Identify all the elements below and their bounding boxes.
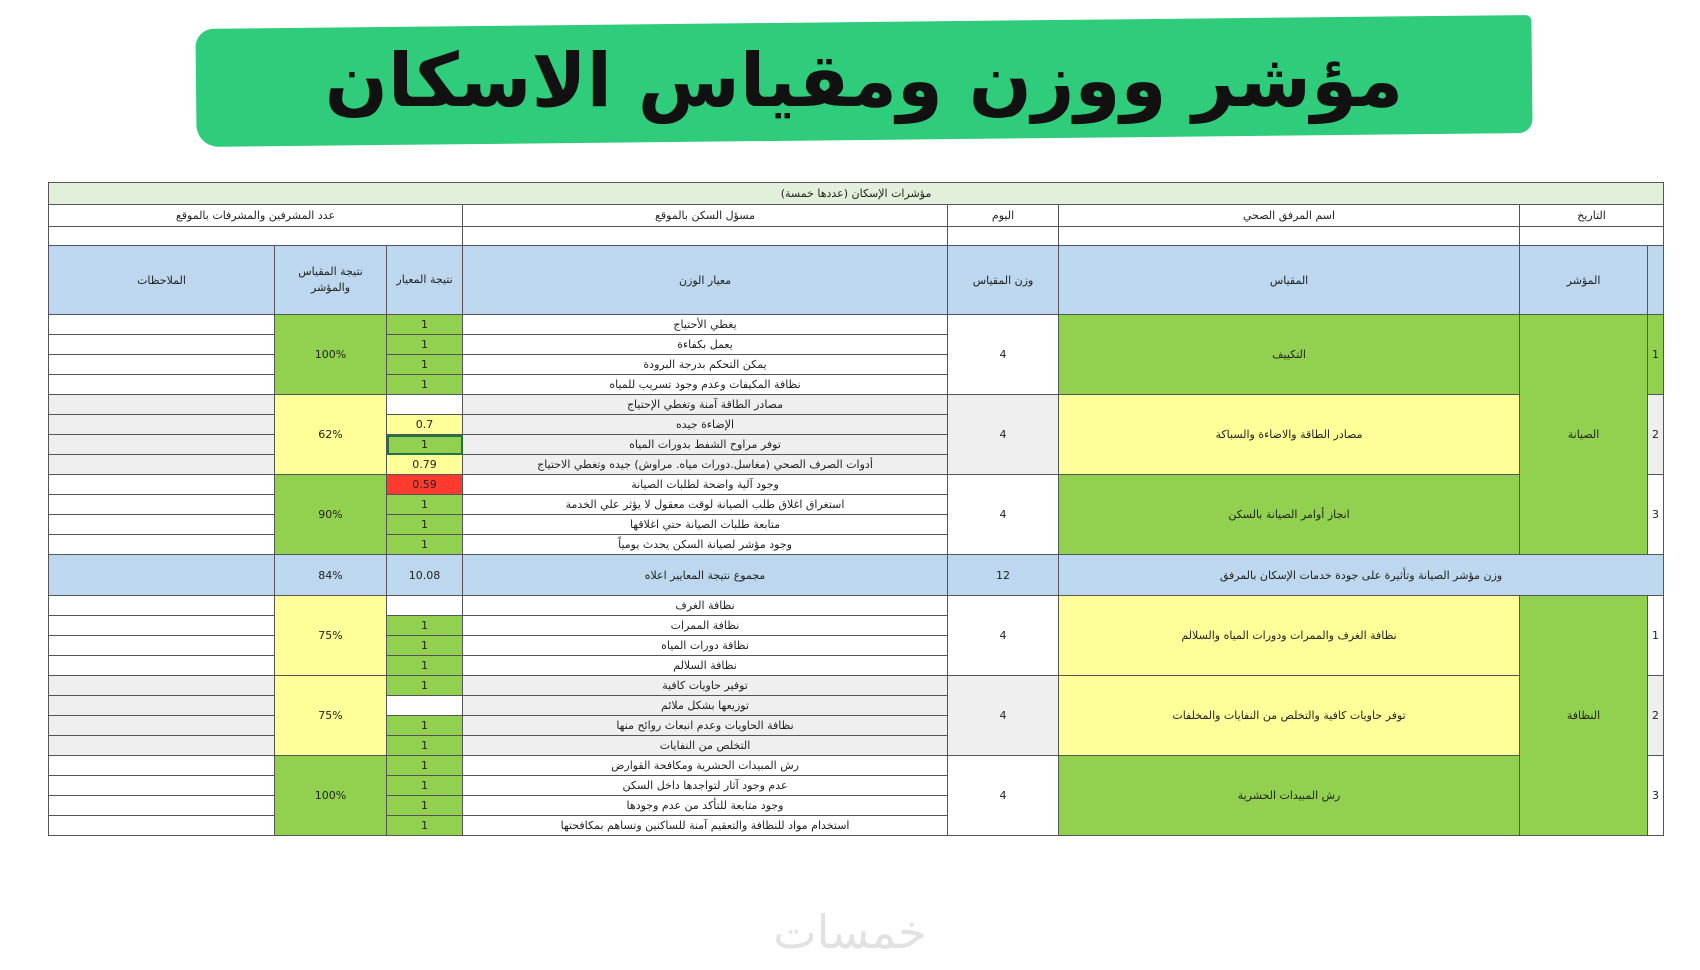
criterion-result[interactable]: 1 (387, 335, 463, 355)
measure-result: 75% (275, 596, 387, 676)
notes-cell[interactable] (49, 495, 275, 515)
housing-indicators-sheet (48, 182, 1664, 836)
criterion-result[interactable]: 1 (387, 636, 463, 656)
measure-cell: التكييف (1059, 315, 1520, 395)
measure-weight: 4 (948, 596, 1059, 676)
day-label: اليوم (948, 205, 1059, 227)
criterion-result[interactable]: 1 (387, 375, 463, 395)
notes-cell[interactable] (49, 415, 275, 435)
notes-cell[interactable] (49, 656, 275, 676)
measure-index: 3 (1648, 756, 1664, 836)
criterion-cell: استغراق اغلاق طلب الصيانة لوقت معقول لا يؤثر علي الخدمة (463, 495, 948, 515)
notes-cell[interactable] (49, 475, 275, 495)
notes-cell[interactable] (49, 716, 275, 736)
sheet-title-row (49, 183, 1664, 205)
criterion-cell: نظافة دورات المياه (463, 636, 948, 656)
header-weight-criterion: معيار الوزن (463, 246, 948, 315)
notes-cell[interactable] (49, 535, 275, 555)
criterion-cell: وجود متابعة للتأكد من عدم وجودها (463, 796, 948, 816)
date-label: التاريخ (1520, 205, 1664, 227)
header-indicator: المؤشر (1520, 246, 1648, 315)
criterion-cell: وجود آلية واضحة لطلبات الصيانة (463, 475, 948, 495)
criterion-result[interactable]: 0.59 (387, 475, 463, 495)
summary-notes-cell[interactable] (49, 555, 275, 596)
measure-cell: توفر حاويات كافية والتخلص من النفايات والمخلفات (1059, 676, 1520, 756)
criterion-result[interactable]: 1 (387, 515, 463, 535)
criterion-cell: استخدام مواد للنظافة والتعقيم آمنة للساكنين وتساهم بمكافحتها (463, 816, 948, 836)
notes-cell[interactable] (49, 455, 275, 475)
page-title: مؤشر ووزن ومقياس الاسكان (324, 38, 1404, 124)
criterion-result[interactable]: 0.7 (387, 415, 463, 435)
notes-cell[interactable] (49, 515, 275, 535)
measure-index: 2 (1648, 676, 1664, 756)
criterion-cell: متابعة طلبات الصيانة حتي اغلاقها (463, 515, 948, 535)
summary-criteria-label: مجموع نتيجة المعايير اعلاه (463, 555, 948, 596)
criterion-result[interactable]: 1 (387, 716, 463, 736)
measure-weight: 4 (948, 756, 1059, 836)
notes-cell[interactable] (49, 335, 275, 355)
notes-cell[interactable] (49, 435, 275, 455)
notes-cell[interactable] (49, 596, 275, 616)
criterion-result[interactable]: 1 (387, 736, 463, 756)
measure-cell: نظافة الغرف والممرات ودورات المياه والسلالم (1059, 596, 1520, 676)
watermark-logo: خمسات (773, 905, 927, 959)
criterion-result[interactable]: 1 (387, 816, 463, 836)
notes-cell[interactable] (49, 355, 275, 375)
header-measure-weight: وزن المقياس (948, 246, 1059, 315)
sheet-title: مؤشرات الإسكان (عددها خمسة) (49, 183, 1664, 205)
notes-cell[interactable] (49, 375, 275, 395)
criterion-result[interactable]: 1 (387, 676, 463, 696)
measure-result: 75% (275, 676, 387, 756)
criterion-result[interactable] (387, 596, 463, 616)
criterion-cell: نظافة الممرات (463, 616, 948, 636)
table-row (49, 596, 1664, 616)
table-row (49, 756, 1664, 776)
criterion-cell: التخلص من النفايات (463, 736, 948, 756)
criterion-result[interactable]: 1 (387, 616, 463, 636)
measure-index: 1 (1648, 596, 1664, 676)
housing-officer-value-cell[interactable] (463, 227, 948, 246)
measure-weight: 4 (948, 395, 1059, 475)
criterion-cell: يعمل بكفاءة (463, 335, 948, 355)
measure-weight: 4 (948, 676, 1059, 756)
criterion-result[interactable]: 1 (387, 495, 463, 515)
criterion-result[interactable] (387, 696, 463, 716)
supervisors-label: عدد المشرفين والمشرفات بالموقع (49, 205, 463, 227)
notes-cell[interactable] (49, 696, 275, 716)
blank-row (49, 227, 1664, 246)
criterion-cell: توفر مراوح الشفط بدورات المياه (463, 435, 948, 455)
notes-cell[interactable] (49, 676, 275, 696)
summary-criteria-total: 10.08 (387, 555, 463, 596)
criterion-cell: أدوات الصرف الصحي (مغاسل.دورات مياه. مراوش) جيده وتغطي الاحتياج (463, 455, 948, 475)
criterion-cell: نظافة الغرف (463, 596, 948, 616)
notes-cell[interactable] (49, 616, 275, 636)
criterion-cell: توفير حاويات كافية (463, 676, 948, 696)
header-notes: الملاحظات (49, 246, 275, 315)
measure-weight: 4 (948, 315, 1059, 395)
notes-cell[interactable] (49, 736, 275, 756)
criterion-result[interactable]: 1 (387, 756, 463, 776)
supervisors-value-cell[interactable] (49, 227, 463, 246)
measure-weight: 4 (948, 475, 1059, 555)
criterion-cell: نظافة السلالم (463, 656, 948, 676)
criterion-result[interactable]: 1 (387, 776, 463, 796)
measure-index: 2 (1648, 395, 1664, 475)
indicator-cell: النظافة (1520, 596, 1648, 836)
measure-cell: رش المبيدات الحشرية (1059, 756, 1520, 836)
criterion-result[interactable] (387, 395, 463, 415)
table-row (49, 395, 1664, 415)
measure-cell: انجاز أوامر الصيانة بالسكن (1059, 475, 1520, 555)
header-index (1648, 246, 1664, 315)
criterion-cell: مصادر الطاقة آمنة وتغطي الإحتياج (463, 395, 948, 415)
criterion-cell: عدم وجود آثار لتواجدها داخل السكن (463, 776, 948, 796)
criterion-result-selected[interactable]: 1 (387, 435, 463, 455)
table-row (49, 475, 1664, 495)
header-measure: المقياس (1059, 246, 1520, 315)
criterion-cell: توزيعها بشكل ملائم (463, 696, 948, 716)
criterion-result[interactable]: 1 (387, 656, 463, 676)
criterion-result[interactable]: 0.79 (387, 455, 463, 475)
criterion-result[interactable]: 1 (387, 535, 463, 555)
facility-label: اسم المرفق الصحي (1059, 205, 1520, 227)
measure-result: 100% (275, 315, 387, 395)
notes-cell[interactable] (49, 636, 275, 656)
summary-result: 84% (275, 555, 387, 596)
indicator-cell: الصيانة (1520, 315, 1648, 555)
measure-index: 1 (1648, 315, 1664, 395)
criterion-result[interactable]: 1 (387, 315, 463, 335)
criterion-cell: يغطي الأحتياج (463, 315, 948, 335)
criterion-cell: نظافة الحاويات وعدم انبعاث روائح منها (463, 716, 948, 736)
facility-value-cell[interactable] (1059, 227, 1520, 246)
notes-cell[interactable] (49, 816, 275, 836)
date-value-cell[interactable] (1520, 227, 1664, 246)
day-value-cell[interactable] (948, 227, 1059, 246)
notes-cell[interactable] (49, 796, 275, 816)
criterion-cell: يمكن التحكم بدرجة البرودة (463, 355, 948, 375)
summary-label: وزن مؤشر الصيانة وتأثيرة على جودة خدمات الإسكان بالمرفق (1059, 555, 1664, 596)
info-row (49, 205, 1664, 227)
header-measure-indicator-result: نتيجة المقياس والمؤشر (275, 246, 387, 315)
table-row (49, 676, 1664, 696)
measure-cell: مصادر الطاقة والاضاءة والسباكة (1059, 395, 1520, 475)
criterion-cell: الإضاءة جيده (463, 415, 948, 435)
criterion-cell: نظافة المكيفات وعدم وجود تسريب للمياه (463, 375, 948, 395)
criterion-cell: رش المبيدات الحشرية ومكافحة القوارض (463, 756, 948, 776)
notes-cell[interactable] (49, 395, 275, 415)
notes-cell[interactable] (49, 315, 275, 335)
header-row (49, 246, 1664, 315)
notes-cell[interactable] (49, 756, 275, 776)
table-row (49, 315, 1664, 335)
criterion-result[interactable]: 1 (387, 796, 463, 816)
measure-result: 62% (275, 395, 387, 475)
measure-result: 100% (275, 756, 387, 836)
housing-officer-label: مسؤل السكن بالموقع (463, 205, 948, 227)
criterion-result[interactable]: 1 (387, 355, 463, 375)
notes-cell[interactable] (49, 776, 275, 796)
criterion-cell: وجود مؤشر لصيانة السكن يحدث يومياً (463, 535, 948, 555)
measure-result: 90% (275, 475, 387, 555)
header-criterion-result: نتيجة المعيار (387, 246, 463, 315)
summary-weight: 12 (948, 555, 1059, 596)
measure-index: 3 (1648, 475, 1664, 555)
summary-row (49, 555, 1664, 596)
